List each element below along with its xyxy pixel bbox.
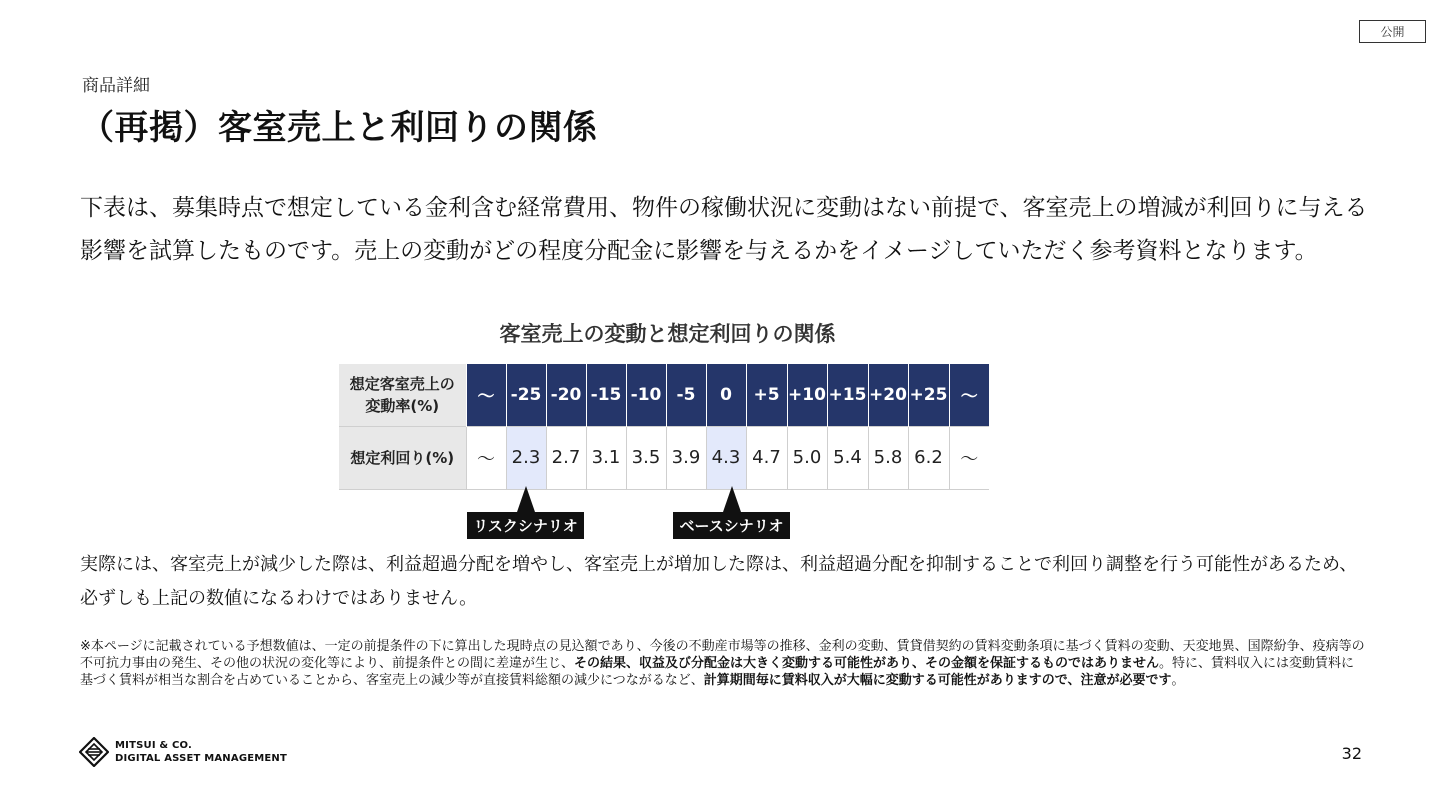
- disclaimer-emphasis: 計算期間毎に賃料収入が大幅に変動する可能性がありますので、注意が必要です: [703, 673, 1172, 688]
- value-cell: 3.9: [666, 426, 706, 489]
- disclaimer-text: 。: [1171, 673, 1185, 688]
- value-cell: 〜: [949, 426, 989, 489]
- public-badge: 公開: [1359, 20, 1426, 43]
- header-cell: +25: [908, 364, 949, 426]
- yield-table: [339, 364, 989, 490]
- value-cell: 5.4: [827, 426, 868, 489]
- value-cell: 2.7: [546, 426, 586, 489]
- header-label-line1: 想定客室売上の: [349, 374, 455, 393]
- value-cell: 5.0: [787, 426, 827, 489]
- risk-scenario-marker: [459, 486, 592, 539]
- header-cell: 0: [706, 364, 746, 426]
- value-cell-base: 4.3: [706, 426, 746, 489]
- base-scenario-label: ベースシナリオ: [673, 512, 789, 539]
- header-cell: -5: [666, 364, 706, 426]
- disclaimer-emphasis: その結果、収益及び分配金は大きく変動する可能性があり、その金額を保証するものではありません: [574, 656, 1160, 671]
- page-title: （再掲）客室売上と利回りの関係: [80, 108, 598, 148]
- header-row: [339, 364, 989, 426]
- header-cell: +5: [746, 364, 787, 426]
- value-cell: 5.8: [868, 426, 908, 489]
- header-row-label: [339, 364, 466, 426]
- base-scenario-marker: [665, 486, 798, 539]
- value-row: [339, 426, 989, 489]
- value-cell: 3.1: [586, 426, 626, 489]
- value-cell-risk: 2.3: [506, 426, 546, 489]
- risk-scenario-label: リスクシナリオ: [467, 512, 584, 539]
- header-cell: -10: [626, 364, 666, 426]
- table-title: 客室売上の変動と想定利回りの関係: [499, 322, 836, 346]
- header-cell: +10: [787, 364, 827, 426]
- header-cell: -15: [586, 364, 626, 426]
- value-cell: 3.5: [626, 426, 666, 489]
- header-cell: 〜: [466, 364, 506, 426]
- breadcrumb: 商品詳細: [82, 76, 150, 96]
- logo-line2: DIGITAL ASSET MANAGEMENT: [115, 753, 288, 764]
- disclaimer: [80, 638, 1365, 689]
- pointer-up-icon: [723, 486, 741, 512]
- value-cell: 6.2: [908, 426, 949, 489]
- disclaimer-text: ※本ページに記載されている予想数値は、一定の前提条件の下に算出した現時点の見込額であり、今後の不動産市場等の推移、金利の変動、賃貸借契約の賃料変動条項に基づく賃料の変動、天変地異、国際紛争、疫病等の不可抗力事由の発生、その他の状況の変化等により、前提条件との間に差違が生じ、: [80, 639, 1365, 671]
- note-paragraph: 実際には、客室売上が減少した際は、利益超過分配を増やし、客室売上が増加した際は、利益超過分配を抑制することで利回り調整を行う可能性があるため、必ずしも上記の数値になるわけではありません。: [80, 554, 1358, 609]
- mitsui-logo-icon: [79, 737, 109, 767]
- company-logo: [79, 737, 287, 767]
- header-label-line2: 変動率(%): [365, 396, 440, 415]
- page-number: 32: [1341, 744, 1362, 763]
- header-cell: -20: [546, 364, 586, 426]
- intro-paragraph: 下表は、募集時点で想定している金利含む経常費用、物件の稼働状況に変動はない前提で、客室売上の増減が利回りに与える影響を試算したものです。売上の変動がどの程度分配金に影響を与えるかをイメージしていただく参考資料となります。: [80, 195, 1368, 264]
- header-cell: +20: [868, 364, 908, 426]
- header-cell: -25: [506, 364, 546, 426]
- value-cell: 〜: [466, 426, 506, 489]
- logo-line1: MITSUI & CO.: [115, 740, 193, 751]
- header-cell: +15: [827, 364, 868, 426]
- value-row-label: 想定利回り(%): [339, 426, 466, 489]
- value-cell: 4.7: [746, 426, 787, 489]
- pointer-up-icon: [517, 486, 535, 512]
- header-cell: 〜: [949, 364, 989, 426]
- disclaimer-text: 。特に、賃料収入には変動賃料に基づく賃料が相当な割合を占めていることから、客室売上の減少等が直接賃料総額の減少につながるなど、: [80, 656, 1355, 688]
